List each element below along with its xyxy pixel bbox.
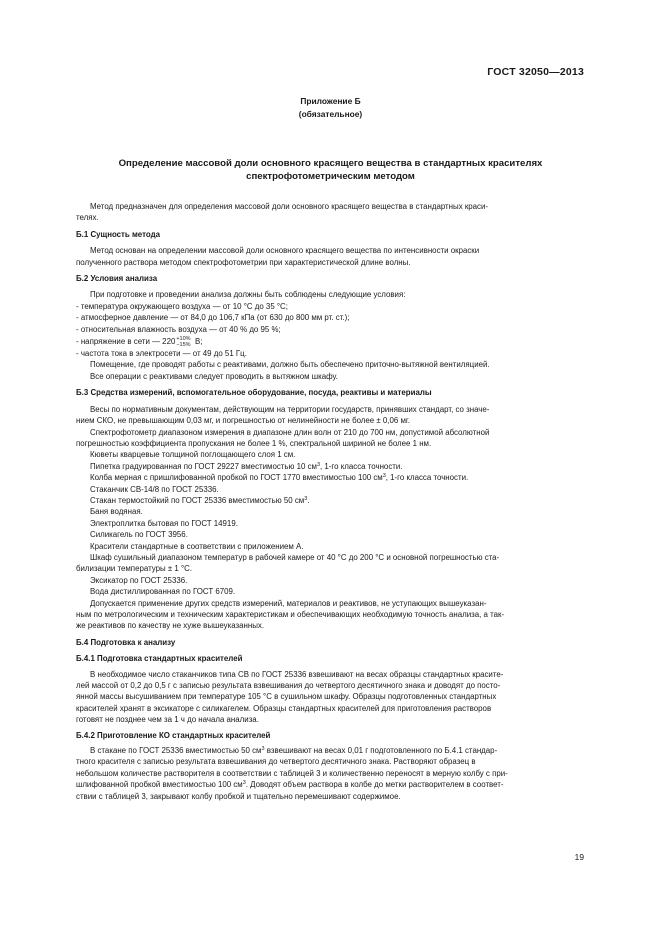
s41-line-2: лей массой от 0,2 до 0,5 г с записью результата взвешивания до четвертого десятичного знака и доводят до посто- bbox=[76, 681, 501, 691]
section-b41-heading: Б.4.1 Подготовка стандартных красителей bbox=[76, 654, 243, 664]
s3-cup: Стаканчик СВ-14/8 по ГОСТ 25336. bbox=[90, 484, 219, 494]
annex-status: (обязательное) bbox=[298, 109, 363, 119]
s3-bath: Баня водяная. bbox=[90, 507, 143, 517]
section-b3-heading: Б.3 Средства измерений, вспомогательное оборудование, посуда, реактивы и материалы bbox=[76, 388, 432, 398]
voltage-tol-upper: +10% bbox=[176, 335, 191, 342]
s3-line-3: Спектрофотометр диапазоном измерения в диапазоне длин волн от 210 до 700 нм, допустимой абсолютной bbox=[90, 427, 490, 437]
standard-number: ГОСТ 32050—2013 bbox=[487, 66, 584, 78]
s41-line-3: янной массы высушиванием при температуре 105 °С в сушильном шкафу. Образцы подготовленных стандартных bbox=[76, 692, 497, 702]
flask-text-end: , 1-го класса точности. bbox=[385, 473, 469, 483]
s42-line-2: тного красителя с записью результата взвешивания до четвертого десятичного знака. Растворяют образец в bbox=[76, 757, 476, 767]
s3-line-5: Кюветы кварцевые толщиной поглощающего слоя 1 см. bbox=[90, 450, 296, 460]
document-title bbox=[0, 157, 661, 183]
s42-line-4-end: . Доводят объем раствора в колбе до метки растворителем в соответ- bbox=[245, 780, 504, 790]
s2-note-1: Помещение, где проводят работы с реактивами, должно быть обеспечено приточно-вытяжной вентиляцией. bbox=[90, 360, 490, 370]
s42-line-4 bbox=[76, 779, 585, 790]
intro-line-2: телях. bbox=[76, 213, 99, 223]
intro-line-1: Метод предназначен для определения массовой доли основного красящего вещества в стандартных краси- bbox=[90, 202, 489, 211]
s3-allow-1: Допускается применение других средств измерений, материалов и реактивов, не уступающих вышеуказан- bbox=[90, 598, 487, 608]
s3-line-1: Весы по нормативным документам, действующим на территории государств, принявших стандарт, со значе- bbox=[90, 404, 490, 414]
section-b1-heading: Б.1 Сущность метода bbox=[76, 229, 160, 239]
voltage-tolerance bbox=[176, 336, 190, 348]
cube-superscript: 3 bbox=[382, 473, 386, 480]
s42-line-1-text: В стакане по ГОСТ 25336 вместимостью 50 см bbox=[90, 746, 262, 756]
voltage-prefix: - напряжение в сети — 220 bbox=[76, 337, 176, 347]
cube-superscript: 3 bbox=[304, 495, 308, 502]
s3-desiccator: Эксикатор по ГОСТ 25336. bbox=[90, 575, 188, 585]
s41-line-4: красителей хранят в эксикаторе с силикагелем. Образцы стандартных красителей для приготовления растворов bbox=[76, 703, 492, 713]
voltage-tol-lower: −15% bbox=[176, 341, 191, 348]
s42-line-1-end: взвешивают на весах 0,01 г подготовленного по Б.4.1 стандар- bbox=[264, 746, 498, 756]
cube-superscript: 3 bbox=[316, 461, 321, 468]
s3-line-4: погрешностью коэффициента пропускания не более 1 %, спектральной шириной не более 1 нм. bbox=[76, 438, 432, 448]
s3-stove: Электроплитка бытовая по ГОСТ 14919. bbox=[90, 518, 238, 528]
s2-item-frequency: - частота тока в электросети — от 49 до 51 Гц. bbox=[76, 349, 247, 359]
pipette-text: Пипетка градуированная по ГОСТ 29227 вместимостью 10 см bbox=[90, 461, 317, 471]
s2-item-humidity: - относительная влажность воздуха — от 40 % до 95 %; bbox=[76, 324, 281, 334]
s2-item-temperature: - температура окружающего воздуха — от 10 °С до 35 °С; bbox=[76, 301, 288, 311]
s1-line-2: полученного раствора методом спектрофотометрии при характеристической длине волны. bbox=[76, 257, 411, 267]
page-number: 19 bbox=[574, 852, 584, 862]
s2-item-pressure: - атмосферное давление — от 84,0 до 106,7 кПа (от 630 до 800 мм рт. ст.); bbox=[76, 313, 350, 323]
s3-oven-1: Шкаф сушильный диапазоном температур в рабочей камере от 40 °С до 200 °С и основной погрешностью ста- bbox=[90, 552, 500, 562]
cube-superscript: 3 bbox=[242, 780, 246, 787]
annex-title: Приложение Б bbox=[300, 96, 361, 106]
flask-text: Колба мерная с пришлифованной пробкой по ГОСТ 1770 вместимостью 100 см bbox=[90, 473, 383, 483]
s3-glass bbox=[76, 495, 585, 506]
title-line-1: Определение массовой доли основного красящего вещества в стандартных красителях bbox=[118, 158, 543, 169]
section-b42-heading: Б.4.2 Приготовление КО стандартных красителей bbox=[76, 730, 271, 740]
document-body bbox=[76, 201, 585, 802]
s42-line-1 bbox=[76, 745, 585, 756]
s3-flask bbox=[76, 472, 585, 483]
s3-oven-2: билизации температуры ± 1 °С. bbox=[76, 564, 193, 574]
section-b2-heading: Б.2 Условия анализа bbox=[76, 274, 158, 284]
glass-text: Стакан термостойкий по ГОСТ 25336 вместимостью 50 см bbox=[90, 495, 305, 505]
s3-dyes: Красители стандартные в соответствии с приложением А. bbox=[90, 541, 304, 551]
s42-line-4-text: шлифованной пробкой вместимостью 100 см bbox=[76, 780, 243, 790]
voltage-suffix: В; bbox=[194, 337, 203, 347]
pipette-text-end: , 1-го класса точности. bbox=[320, 461, 403, 471]
s1-line-1: Метод основан на определении массовой доли основного красящего вещества по интенсивности окраски bbox=[90, 246, 480, 256]
s3-allow-2: ным по метрологическим и техническим характеристикам и обеспечивающих необходимую точность анализа, а так- bbox=[76, 610, 505, 619]
s41-line-5: готовят не позднее чем за 1 ч до начала анализа. bbox=[76, 715, 259, 725]
s3-silica: Силикагель по ГОСТ 3956. bbox=[90, 530, 188, 540]
s3-water: Вода дистиллированная по ГОСТ 6709. bbox=[90, 587, 236, 597]
s3-pipette bbox=[76, 461, 585, 472]
s3-line-2: нием СКО, не превышающим 0,03 мг, и погрешностью от нелинейности не более ± 0,06 мг. bbox=[76, 416, 410, 426]
glass-text-end: . bbox=[307, 495, 310, 505]
s2-note-2: Все операции с реактивами следует проводить в вытяжном шкафу. bbox=[90, 371, 338, 381]
section-b4-heading: Б.4 Подготовка к анализу bbox=[76, 637, 176, 647]
title-line-2: спектрофотометрическим методом bbox=[246, 171, 415, 182]
s2-item-voltage bbox=[76, 335, 585, 348]
s3-allow-3: же реактивов по качеству не хуже вышеуказанных. bbox=[76, 621, 265, 631]
cube-superscript: 3 bbox=[261, 746, 265, 753]
s41-line-1: В необходимое число стаканчиков типа СВ по ГОСТ 25336 взвешивают на весах образцы стандартных красите- bbox=[90, 669, 504, 679]
s2-lead: При подготовке и проведении анализа должны быть соблюдены следующие условия: bbox=[90, 290, 406, 300]
s42-line-3: небольшом количестве растворителя в соответствии с таблицей 3 и количественно переносят в мерную колбу с при- bbox=[76, 768, 508, 778]
s42-line-5: ствии с таблицей 3, закрывают колбу пробкой и тщательно перемешивают содержимое. bbox=[76, 791, 401, 801]
